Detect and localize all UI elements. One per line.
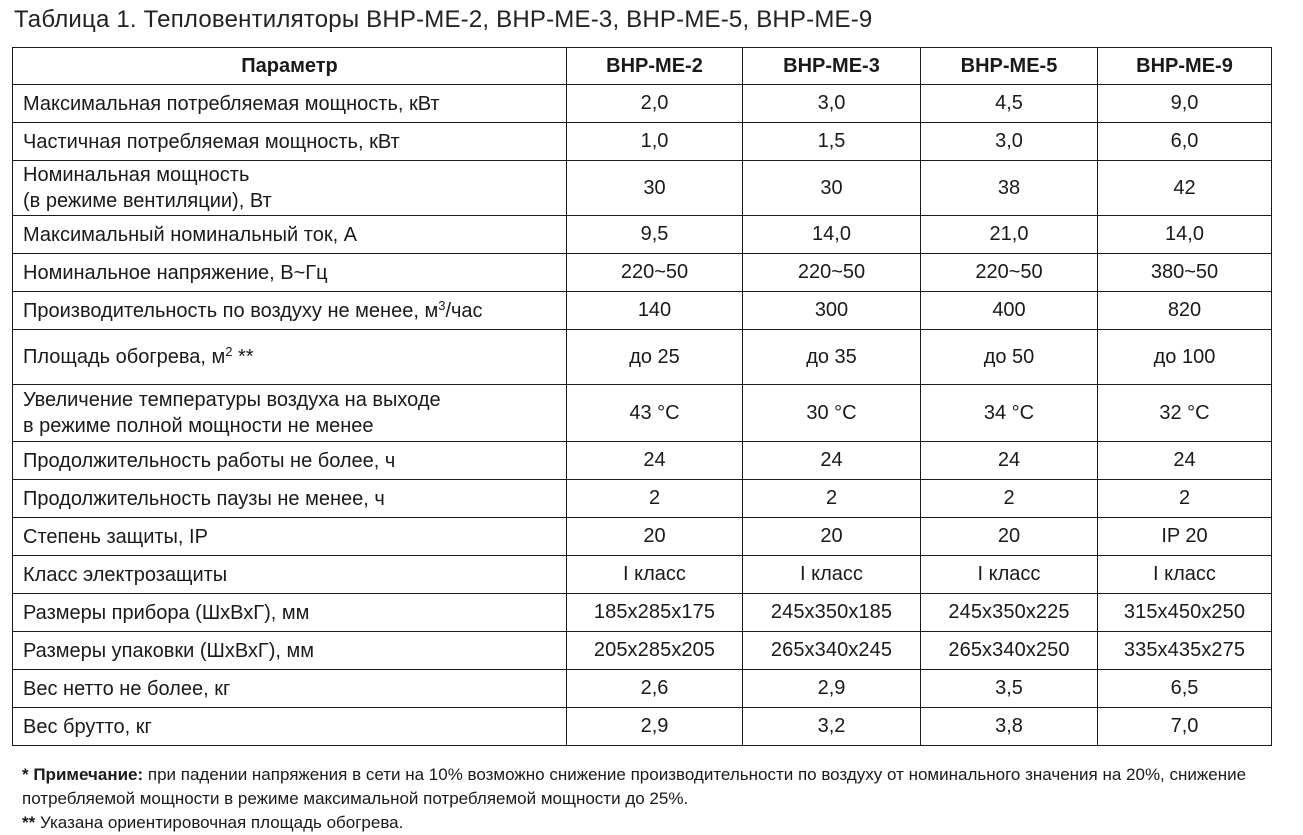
table-row <box>13 632 1272 670</box>
table-cell: 315x450x250 <box>1098 594 1272 632</box>
table-cell: 220~50 <box>921 254 1098 292</box>
row-label: Размеры прибора (ШхВхГ), мм <box>13 594 567 632</box>
table-cell: 2,9 <box>743 670 921 708</box>
table-cell: I класс <box>567 556 743 594</box>
table-row <box>13 254 1272 292</box>
footnote-1-mark: * Примечание: <box>22 765 144 784</box>
table-cell: 6,0 <box>1098 123 1272 161</box>
row-label: Продолжительность паузы не менее, ч <box>13 480 567 518</box>
footnote-1 <box>22 763 1282 811</box>
table-cell: 400 <box>921 292 1098 330</box>
row-label <box>13 161 567 216</box>
table-row <box>13 123 1272 161</box>
row-label: Вес нетто не более, кг <box>13 670 567 708</box>
row-label-text: Площадь обогрева, м <box>23 346 226 368</box>
table-cell: 30 <box>567 161 743 216</box>
table-cell: 265x340x245 <box>743 632 921 670</box>
table-row <box>13 292 1272 330</box>
table-header-row <box>13 48 1272 85</box>
row-label: Размеры упаковки (ШхВхГ), мм <box>13 632 567 670</box>
table-cell: 30 <box>743 161 921 216</box>
table-cell: 2,9 <box>567 708 743 746</box>
table-cell: 2 <box>567 480 743 518</box>
superscript: 3 <box>438 297 446 313</box>
column-header-model: ВНР-МЕ-9 <box>1098 48 1272 85</box>
row-label: Степень защиты, IP <box>13 518 567 556</box>
row-label: Продолжительность работы не более, ч <box>13 442 567 480</box>
table-cell: 3,0 <box>921 123 1098 161</box>
table-cell: 7,0 <box>1098 708 1272 746</box>
table-row <box>13 594 1272 632</box>
table-row <box>13 330 1272 385</box>
table-cell: 14,0 <box>743 216 921 254</box>
table-row <box>13 480 1272 518</box>
row-label: Вес брутто, кг <box>13 708 567 746</box>
table-row <box>13 670 1272 708</box>
table-cell: до 100 <box>1098 330 1272 385</box>
table-cell: 220~50 <box>567 254 743 292</box>
table-cell: 24 <box>743 442 921 480</box>
superscript: 2 <box>225 344 233 359</box>
table-row <box>13 708 1272 746</box>
row-label-line: Увеличение температуры воздуха на выходе <box>23 389 441 411</box>
table-cell: до 25 <box>567 330 743 385</box>
table-cell: I класс <box>1098 556 1272 594</box>
footnote-1-text: при падении напряжения в сети на 10% возможно снижение производительности по воздуху от номинального значения на 20%, снижение потребляемой мощности в режиме максимальной потребляемой мощности до 25%. <box>22 765 1247 808</box>
row-label-text: /час <box>445 299 483 322</box>
table-cell: 24 <box>567 442 743 480</box>
row-label-line: в режиме полной мощности не менее <box>23 415 374 437</box>
table-cell: 9,5 <box>567 216 743 254</box>
footnotes <box>22 763 1282 835</box>
table-cell: 2 <box>743 480 921 518</box>
table-cell: 1,0 <box>567 123 743 161</box>
table-cell: 220~50 <box>743 254 921 292</box>
column-header-model: ВНР-МЕ-3 <box>743 48 921 85</box>
table-cell: 1,5 <box>743 123 921 161</box>
table-cell: I класс <box>743 556 921 594</box>
table-title: Таблица 1. Тепловентиляторы ВНР-МЕ-2, ВНР-МЕ-3, ВНР-МЕ-5, ВНР-МЕ-9 <box>14 6 873 33</box>
row-label: Частичная потребляемая мощность, кВт <box>13 123 567 161</box>
table-cell: до 50 <box>921 330 1098 385</box>
table-cell: 38 <box>921 161 1098 216</box>
table-cell: 20 <box>921 518 1098 556</box>
row-label-text: Производительность по воздуху не менее, м <box>23 299 439 322</box>
table-cell: 34 °С <box>921 385 1098 442</box>
table-cell: 20 <box>743 518 921 556</box>
table-cell: 2 <box>921 480 1098 518</box>
table-cell: 4,5 <box>921 85 1098 123</box>
table-cell: 14,0 <box>1098 216 1272 254</box>
table-row <box>13 442 1272 480</box>
table-cell: 2,0 <box>567 85 743 123</box>
table-row <box>13 85 1272 123</box>
row-label-line: (в режиме вентиляции), Вт <box>23 190 272 212</box>
table-cell: 32 °С <box>1098 385 1272 442</box>
table-cell: 42 <box>1098 161 1272 216</box>
row-label: Номинальное напряжение, В~Гц <box>13 254 567 292</box>
table-cell: 2 <box>1098 480 1272 518</box>
table-cell: 2,6 <box>567 670 743 708</box>
row-label: Класс электрозащиты <box>13 556 567 594</box>
specs-table <box>12 47 1272 746</box>
table-row <box>13 216 1272 254</box>
table-cell: 300 <box>743 292 921 330</box>
table-cell: 3,2 <box>743 708 921 746</box>
table-cell: 265x340x250 <box>921 632 1098 670</box>
table-cell: 20 <box>567 518 743 556</box>
table-cell: 245x350x185 <box>743 594 921 632</box>
table-cell: IP 20 <box>1098 518 1272 556</box>
row-label <box>13 330 567 385</box>
footnote-2-mark: ** <box>22 813 36 832</box>
table-cell: 24 <box>1098 442 1272 480</box>
table-cell: 245x350x225 <box>921 594 1098 632</box>
table-cell: 3,8 <box>921 708 1098 746</box>
footnote-2 <box>22 811 1282 835</box>
table-cell: 185x285x175 <box>567 594 743 632</box>
row-label-text: ** <box>232 346 254 368</box>
row-label <box>13 292 567 330</box>
table-cell: 820 <box>1098 292 1272 330</box>
table-cell: 3,5 <box>921 670 1098 708</box>
column-header-parameter: Параметр <box>13 48 567 85</box>
table-cell: 21,0 <box>921 216 1098 254</box>
column-header-model: ВНР-МЕ-5 <box>921 48 1098 85</box>
table-cell: 3,0 <box>743 85 921 123</box>
table-cell: 335x435x275 <box>1098 632 1272 670</box>
row-label-line: Номинальная мощность <box>23 164 250 186</box>
row-label: Максимальный номинальный ток, А <box>13 216 567 254</box>
table-cell: 24 <box>921 442 1098 480</box>
row-label <box>13 385 567 442</box>
table-cell: 43 °С <box>567 385 743 442</box>
table-cell: 30 °С <box>743 385 921 442</box>
table-cell: 6,5 <box>1098 670 1272 708</box>
table-row <box>13 161 1272 216</box>
table-cell: 205x285x205 <box>567 632 743 670</box>
table-cell: 140 <box>567 292 743 330</box>
table-cell: 9,0 <box>1098 85 1272 123</box>
table-row <box>13 556 1272 594</box>
table-cell: до 35 <box>743 330 921 385</box>
table-row <box>13 518 1272 556</box>
table-cell: I класс <box>921 556 1098 594</box>
row-label: Максимальная потребляемая мощность, кВт <box>13 85 567 123</box>
table-row <box>13 385 1272 442</box>
footnote-2-text: Указана ориентировочная площадь обогрева. <box>35 813 404 832</box>
table-cell: 380~50 <box>1098 254 1272 292</box>
column-header-model: ВНР-МЕ-2 <box>567 48 743 85</box>
